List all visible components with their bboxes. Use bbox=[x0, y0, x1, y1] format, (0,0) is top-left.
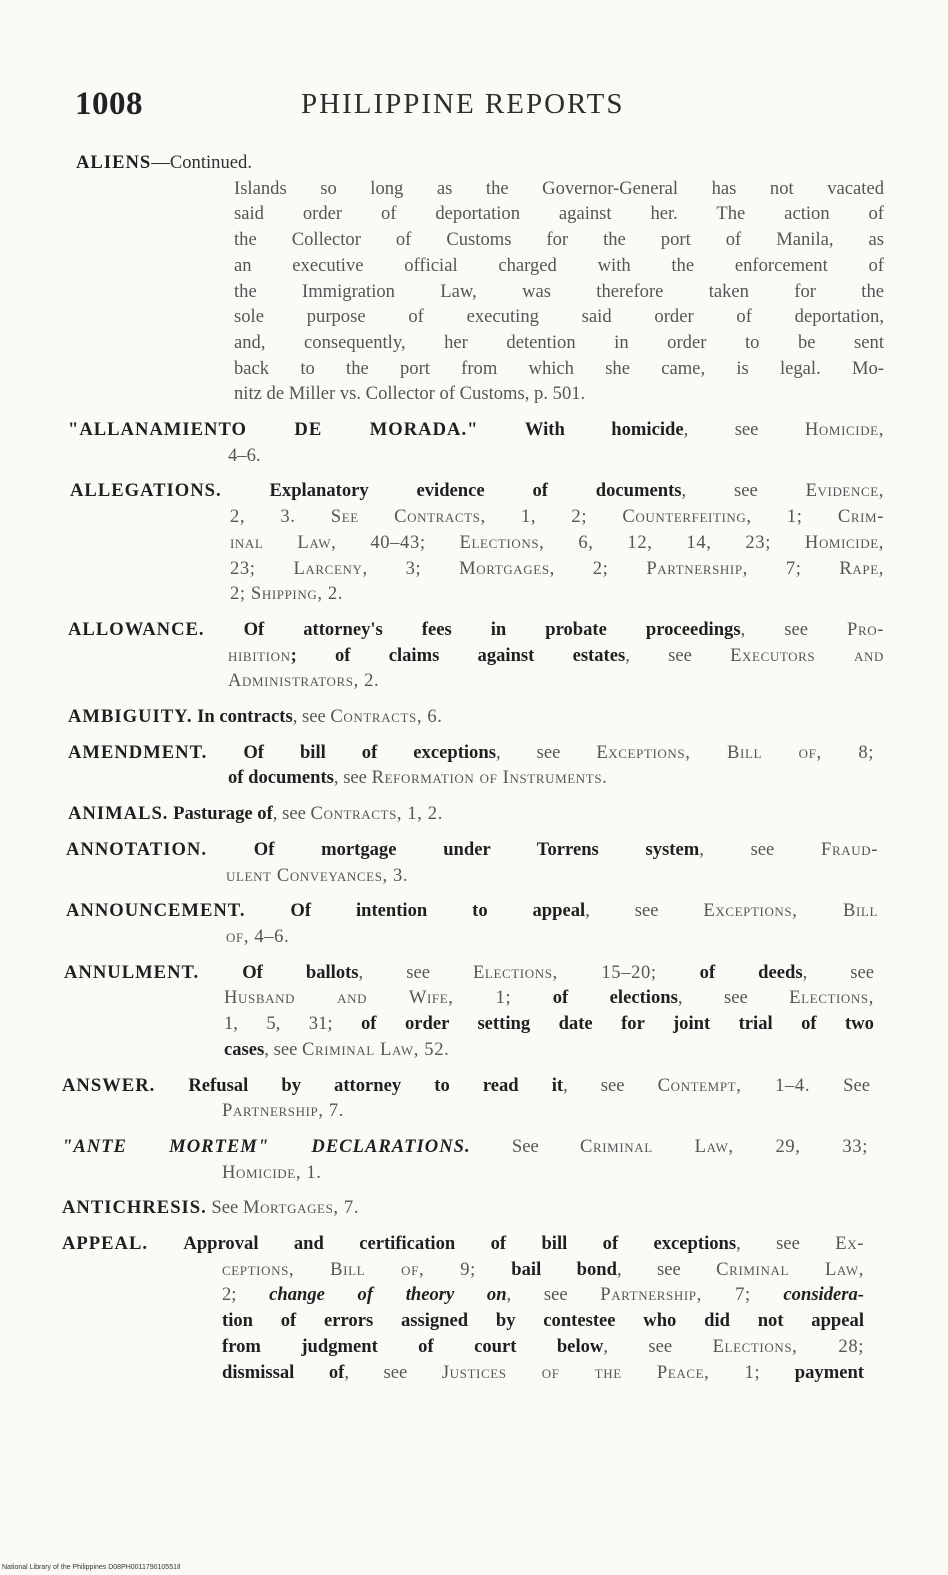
text-line: and, consequently, her detention in order to be sent bbox=[234, 331, 884, 353]
see-text: , see bbox=[585, 900, 704, 922]
text-line: the Collector of Customs for the port of Manila, as bbox=[234, 229, 884, 251]
cross-reference: Elections, 28; bbox=[712, 1335, 864, 1357]
subentry: Pasturage of bbox=[173, 803, 273, 825]
entry-heading: ALIENS bbox=[76, 152, 152, 173]
subentry: Of attorney's fees in probate proceedings bbox=[243, 618, 741, 640]
entry-heading: "ANTE MORTEM" DECLARATIONS. bbox=[62, 1135, 471, 1157]
cross-reference: Homicide, bbox=[804, 419, 884, 441]
cross-reference: ceptions, Bill of, 9; bbox=[222, 1258, 476, 1280]
cross-reference: Elections, 15–20; bbox=[472, 961, 657, 983]
see-text: , see bbox=[802, 961, 874, 983]
entry-allegations bbox=[70, 478, 884, 607]
text-line: an executive official charged with the enforcement of bbox=[234, 254, 884, 276]
cross-reference: Executors and bbox=[730, 644, 885, 666]
cross-reference: Exceptions, Bill bbox=[703, 900, 879, 922]
see-text: , see bbox=[563, 1074, 658, 1096]
subentry: of documents bbox=[228, 767, 334, 789]
subentry: Of mortgage under Torrens system bbox=[253, 838, 700, 860]
cross-reference: Pro- bbox=[847, 618, 884, 640]
subentry: Explanatory evidence of documents bbox=[269, 480, 682, 502]
see-text: , see bbox=[264, 1038, 302, 1060]
see-text: , see bbox=[603, 1335, 713, 1357]
entry-heading: ANNOTATION. bbox=[66, 838, 207, 860]
see-text: , see bbox=[495, 741, 597, 763]
text-line: Administrators, 2. bbox=[228, 670, 380, 692]
subentry: tion of errors assigned by contestee who did not appeal bbox=[222, 1310, 864, 1332]
see-text: , see bbox=[292, 706, 331, 728]
subentry: Of ballots bbox=[242, 961, 359, 983]
cross-reference: Exceptions, Bill of, 8; bbox=[596, 741, 875, 763]
subentry: dismissal of bbox=[222, 1361, 345, 1383]
text-line: the Immigration Law, was therefore taken for the bbox=[234, 280, 884, 302]
entry-annotation bbox=[66, 837, 878, 888]
subentry: change of theory on bbox=[269, 1284, 507, 1306]
cross-reference: Contracts, 6. bbox=[330, 706, 443, 728]
see-text: , see bbox=[616, 1258, 717, 1280]
text-line: 23; Larceny, 3; Mortgages, 2; Partnership, 7; Rape, bbox=[230, 557, 884, 579]
entry-aliens bbox=[76, 150, 884, 407]
text-line: Partnership, 7. bbox=[222, 1100, 344, 1122]
see-text: , see bbox=[677, 987, 790, 1009]
see-text: , see bbox=[681, 480, 806, 502]
text-line: inal Law, 40–43; Elections, 6, 12, 14, 23; Homicide, bbox=[230, 531, 884, 553]
subentry: In contracts bbox=[197, 706, 293, 728]
entry-allanamiento bbox=[68, 417, 884, 468]
text-line: 2; Shipping, 2. bbox=[230, 583, 343, 605]
entry-heading: "ALLANAMIENTO DE MORADA." bbox=[68, 419, 479, 441]
entry-amendment bbox=[68, 740, 874, 791]
subentry: of deeds bbox=[699, 961, 803, 983]
cross-reference: Mortgages, 7. bbox=[242, 1197, 360, 1219]
subentry: Of intention to appeal bbox=[290, 900, 586, 922]
scan-footer: National Library of the Philippines D08PH001179010551Il bbox=[2, 1564, 181, 1571]
cross-reference: Criminal Law, 29, 33; bbox=[579, 1135, 868, 1157]
entry-animals bbox=[68, 801, 884, 827]
text-line: back to the port from which she came, is legal. Mo- bbox=[234, 357, 884, 379]
page-header bbox=[75, 86, 875, 136]
cross-reference: Evidence, bbox=[805, 480, 885, 502]
entry-heading: ANIMALS. bbox=[68, 803, 169, 825]
text-line: sole purpose of executing said order of deportation, bbox=[234, 306, 884, 328]
entry-ante-mortem bbox=[62, 1134, 868, 1185]
text-line: nitz de Miller vs. Collector of Customs, p. 501. bbox=[234, 383, 586, 405]
subentry: Refusal by attorney to read it bbox=[188, 1074, 564, 1096]
cross-reference: Criminal Law, bbox=[716, 1258, 864, 1280]
cross-reference: Contracts, 1, 2. bbox=[310, 803, 443, 825]
subentry: Of bill of exceptions bbox=[243, 741, 496, 763]
cross-reference: Justices of the Peace, 1; bbox=[441, 1361, 761, 1383]
cross-reference: hibition bbox=[228, 644, 291, 666]
subentry: considera- bbox=[783, 1284, 864, 1306]
text-line: ulent Conveyances, 3. bbox=[226, 864, 409, 886]
subentry: of elections bbox=[552, 987, 678, 1009]
text-line: said order of deportation against her. The action of bbox=[234, 203, 884, 225]
see-text: See bbox=[810, 1074, 870, 1096]
entry-heading: AMENDMENT. bbox=[68, 741, 208, 763]
page-number: 1008 bbox=[75, 86, 143, 122]
subentry: Approval and certification of bill of exceptions bbox=[183, 1233, 737, 1255]
reference-numbers: 2; bbox=[222, 1284, 270, 1306]
see-text: , see bbox=[683, 419, 805, 441]
entry-heading: APPEAL. bbox=[62, 1233, 149, 1255]
see-text: , see bbox=[699, 838, 822, 860]
entry-heading: ANNOUNCEMENT. bbox=[66, 900, 246, 922]
cross-reference: Criminal Law, 52. bbox=[301, 1038, 450, 1060]
entry-annulment bbox=[64, 960, 874, 1063]
subentry: cases bbox=[224, 1038, 265, 1060]
entry-announcement bbox=[66, 898, 878, 949]
text-line: of, 4–6. bbox=[226, 925, 290, 947]
subentry: ; of claims against estates bbox=[290, 644, 626, 666]
text-line: 2, 3. See Contracts, 1, 2; Counterfeiting, 1; Crim- bbox=[230, 506, 884, 528]
running-title: PHILIPPINE REPORTS bbox=[301, 88, 625, 120]
entry-heading: ANNULMENT. bbox=[64, 961, 200, 983]
entry-heading: ALLEGATIONS. bbox=[70, 480, 222, 502]
subentry: of order setting date for joint trial of two bbox=[361, 1013, 874, 1035]
cross-reference: Reformation of Instruments. bbox=[371, 767, 608, 789]
see-text: , see bbox=[358, 961, 473, 983]
index-entries bbox=[62, 150, 884, 1395]
cross-reference: Ex- bbox=[835, 1233, 864, 1255]
subentry: With homicide bbox=[524, 419, 684, 441]
entry-appeal bbox=[62, 1231, 864, 1385]
entry-heading: AMBIGUITY. bbox=[68, 706, 193, 728]
continued-label: —Continued. bbox=[151, 152, 252, 173]
see-text: See bbox=[206, 1197, 243, 1219]
text-line: Islands so long as the Governor-General has not vacated bbox=[234, 177, 884, 199]
see-text: , see bbox=[736, 1233, 836, 1255]
see-text: See bbox=[470, 1135, 580, 1157]
entry-antichresis bbox=[62, 1195, 884, 1221]
cross-reference: Elections, bbox=[789, 987, 874, 1009]
subentry: bail bond bbox=[511, 1258, 617, 1280]
cross-reference: Contempt, 1–4. bbox=[657, 1074, 811, 1096]
see-text: , see bbox=[344, 1361, 442, 1383]
text-line: Homicide, 1. bbox=[222, 1161, 322, 1183]
see-text: , see bbox=[333, 767, 372, 789]
see-text: , see bbox=[506, 1284, 601, 1306]
see-text: , see bbox=[740, 618, 847, 640]
cross-reference: Fraud- bbox=[821, 838, 879, 860]
reference-numbers: 1, 5, 31; bbox=[224, 1013, 361, 1035]
cross-reference: Partnership, 7; bbox=[600, 1284, 751, 1306]
subentry: payment bbox=[794, 1361, 864, 1383]
entry-heading: ANTICHRESIS. bbox=[62, 1197, 207, 1219]
text-line: 4–6. bbox=[228, 444, 261, 466]
entry-allowance bbox=[68, 617, 884, 694]
cross-reference: Husband and Wife, 1; bbox=[224, 987, 512, 1009]
see-text: , see bbox=[272, 803, 311, 825]
see-text: , see bbox=[625, 644, 731, 666]
entry-answer bbox=[62, 1073, 870, 1124]
entry-heading: ALLOWANCE. bbox=[68, 618, 205, 640]
entry-heading: ANSWER. bbox=[62, 1074, 156, 1096]
subentry: from judgment of court below bbox=[222, 1335, 604, 1357]
entry-ambiguity bbox=[68, 704, 884, 730]
